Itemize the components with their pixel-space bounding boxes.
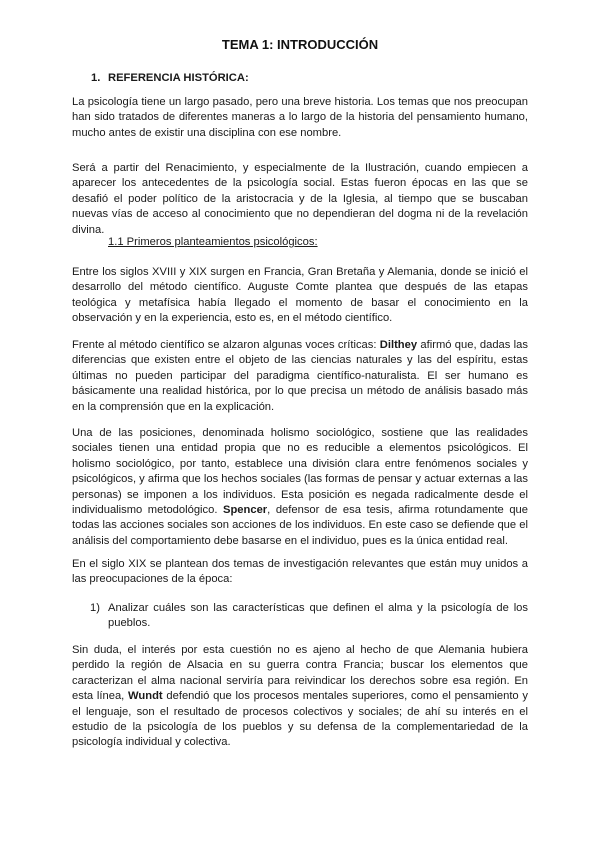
list-item-text: Analizar cuáles son las características que definen el alma y la psicología de los pueblos. bbox=[108, 602, 528, 630]
paragraph-2: Será a partir del Renacimiento, y especialmente de la Ilustración, cuando empiecen a aparecer los antecedentes de la psicología social. Estas fueron épocas en las que se desafió el poder político de la aristocracia y de la Iglesia, al tiempo que se buscaban nuevas vías de acceso al conocimiento que no dependieran del dogma ni de la revelación divina. bbox=[72, 162, 528, 236]
paragraph-1: La psicología tiene un largo pasado, pero una breve historia. Los temas que nos preocupan han sido tratados de diferentes maneras a lo largo de la historia del pensamiento humano, mucho antes de existir una disciplina con ese nombre. bbox=[72, 96, 528, 139]
section-number: 1. bbox=[91, 72, 101, 84]
paragraph-6: En el siglo XIX se plantean dos temas de investigación relevantes que están muy unidos a las preocupaciones de la época: bbox=[72, 558, 528, 586]
name-dilthey: Dilthey bbox=[379, 339, 418, 351]
paragraph-4 bbox=[72, 338, 528, 415]
paragraph-4-text-b: afirmó que, dadas las diferencias que existen entre el objeto de las ciencias naturales y las del espíritu, estas últimas no pueden participar del paradigma científico-naturalista. El ser humano es básicamente una realidad histórica, por lo que precisa un método de análisis basado más en la comprensión que en la explicación. bbox=[72, 339, 528, 413]
list-marker: 1) bbox=[90, 602, 100, 614]
paragraph-5 bbox=[72, 426, 528, 549]
list-item bbox=[90, 601, 528, 632]
section-heading-text: REFERENCIA HISTÓRICA: bbox=[108, 72, 249, 84]
paragraph-7-text-b: defendió que los procesos mentales superiores, como el pensamiento y el lenguaje, son el resultado de procesos colectivos y sociales; de ahí su interés en el estudio de la psicología de los pueblos y su defensa de la complementariedad de la psicología individual y colectiva. bbox=[72, 690, 529, 749]
paragraph-7 bbox=[72, 643, 528, 751]
paragraph-4-text-a: Frente al método científico se alzaron algunas voces críticas: bbox=[72, 339, 380, 351]
paragraph-5-text-a: Una de las posiciones, denominada holismo sociológico, sostiene que las realidades sociales tienen una entidad propia que no es reducible a elementos psicológicos. El holismo sociológico, por tanto, establece una división clara entre fenómenos sociales y psicológicos, y afirma que los hechos sociales (las formas de pensar y actuar externas a las personas) se imponen a los individuos. Esta posición es negada radicalmente desde el individualismo metodológico. bbox=[72, 427, 528, 517]
paragraph-3: Entre los siglos XVIII y XIX surgen en Francia, Gran Bretaña y Alemania, donde se inició el desarrollo del método científico. Auguste Comte plantea que después de las etapas teológica y metafísica había llegado el momento de basar el conocimiento en la observación y en la experiencia, esto es, en el método científico. bbox=[72, 266, 528, 325]
paragraph-7-text-a: Sin duda, el interés por esta cuestión no es ajeno al hecho de que Alemania hubiera perdido la región de Alsacia en su guerra contra Francia; buscar los elementos que caracterizan el alma nacional serviría para reivindicar los derechos sobre esa región. En esta línea, bbox=[72, 644, 528, 703]
section-heading bbox=[91, 71, 249, 85]
name-spencer: Spencer bbox=[223, 504, 268, 517]
page-title: TEMA 1: INTRODUCCIÓN bbox=[221, 37, 379, 52]
paragraph-5-text-b: , defensor de esa tesis, afirma rotundamente que todas las acciones sociales son acciones de los individuos. En este caso se defiende que el análisis del comportamiento debe basarse en el individuo, pues es la única entidad real. bbox=[72, 504, 528, 547]
subsection-heading: 1.1 Primeros planteamientos psicológicos: bbox=[108, 236, 318, 248]
name-wundt: Wundt bbox=[128, 690, 163, 703]
